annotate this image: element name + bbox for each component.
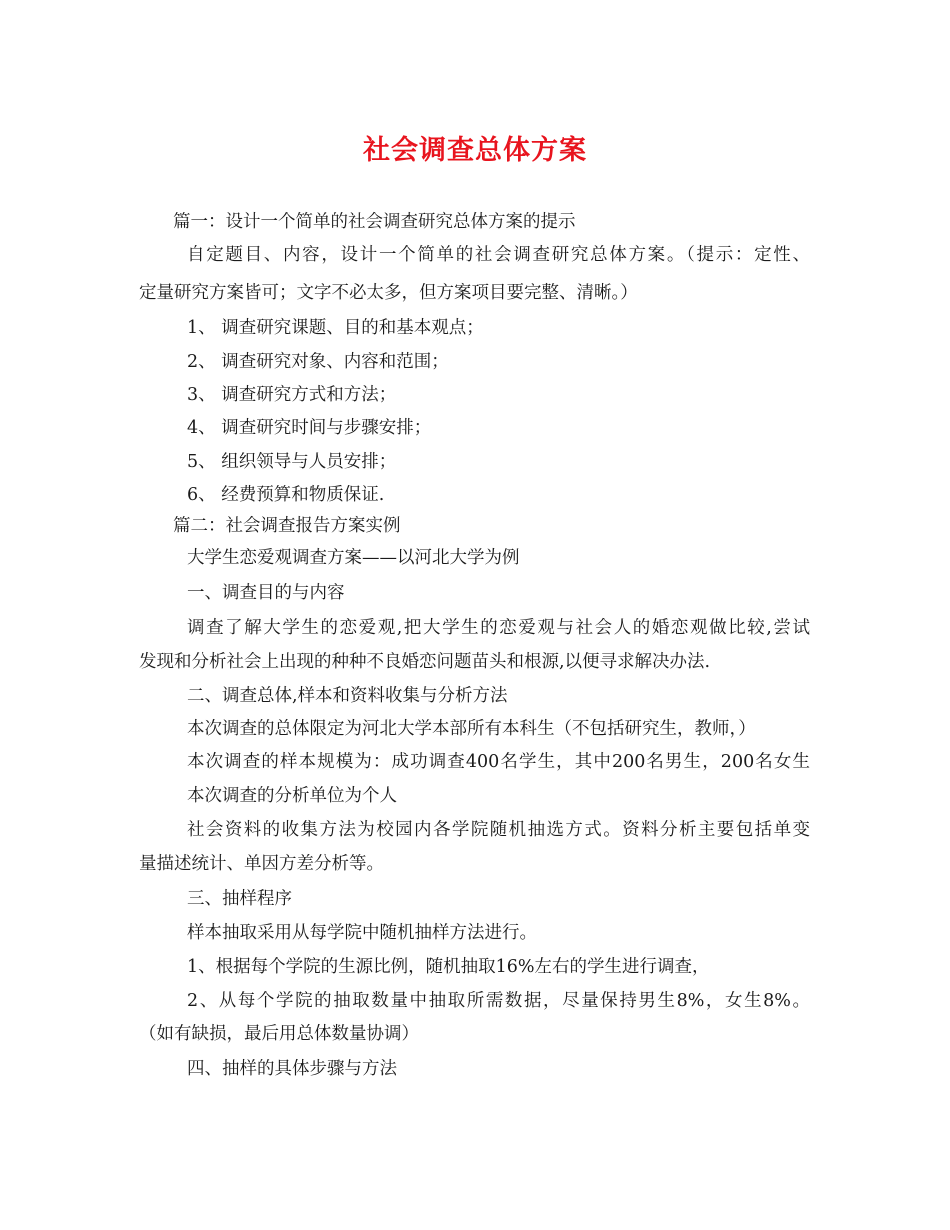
paragraph-line: 发现和分析社会上出现的种种不良婚恋问题苗头和根源,以便寻求解决办法. xyxy=(139,652,711,672)
section-heading-part1: 篇一：设计一个简单的社会调查研究总体方案的提示 xyxy=(173,212,576,232)
paragraph-line: 量描述统计、单因方差分析等。 xyxy=(139,854,384,874)
section-heading-part2: 篇二：社会调查报告方案实例 xyxy=(173,516,401,536)
paragraph-line: 自定题目、内容，设计一个简单的社会调查研究总体方案。（提示：定性、 xyxy=(187,245,810,265)
paragraph-line: 调查了解大学生的恋爱观,把大学生的恋爱观与社会人的婚恋观做比较,尝试 xyxy=(187,618,810,638)
list-item: 5、 组织领导与人员安排； xyxy=(187,452,397,472)
paragraph-line: 本次调查的样本规模为：成功调查400名学生，其中200名男生，200名女生 xyxy=(187,752,810,772)
list-item: 2、 调查研究对象、内容和范围； xyxy=(187,352,449,372)
page-title: 社会调查总体方案 xyxy=(363,135,587,166)
list-item: 1、 调查研究课题、目的和基本观点； xyxy=(187,318,484,338)
section-heading: 三、抽样程序 xyxy=(187,889,292,909)
section-heading: 四、抽样的具体步骤与方法 xyxy=(187,1059,397,1079)
paragraph-line: 定量研究方案皆可；文字不必太多，但方案项目要完整、清晰。） xyxy=(139,283,638,303)
paragraph-line: 本次调查的总体限定为河北大学本部所有本科生（不包括研究生，教师，） xyxy=(187,719,756,739)
subtitle-line: 大学生恋爱观调查方案——以河北大学为例 xyxy=(187,548,520,568)
paragraph-line: 样本抽取采用从每学院中随机抽样方法进行。 xyxy=(187,923,537,943)
paragraph-line: （如有缺损，最后用总体数量协调） xyxy=(139,1024,419,1044)
list-item: 2、从每个学院的抽取数量中抽取所需数据，尽量保持男生8%，女生8%。 xyxy=(187,991,810,1011)
paragraph-line: 本次调查的分析单位为个人 xyxy=(187,786,397,806)
list-item: 1、根据每个学院的生源比例，随机抽取16%左右的学生进行调查， xyxy=(187,957,710,977)
list-item: 6、 经费预算和物质保证. xyxy=(187,485,385,505)
section-heading: 二、调查总体,样本和资料收集与分析方法 xyxy=(187,686,508,706)
list-item: 3、 调查研究方式和方法； xyxy=(187,385,397,405)
paragraph-line: 社会资料的收集方法为校园内各学院随机抽选方式。资料分析主要包括单变 xyxy=(187,820,810,840)
list-item: 4、 调查研究时间与步骤安排； xyxy=(187,418,432,438)
section-heading: 一、调查目的与内容 xyxy=(187,583,345,603)
